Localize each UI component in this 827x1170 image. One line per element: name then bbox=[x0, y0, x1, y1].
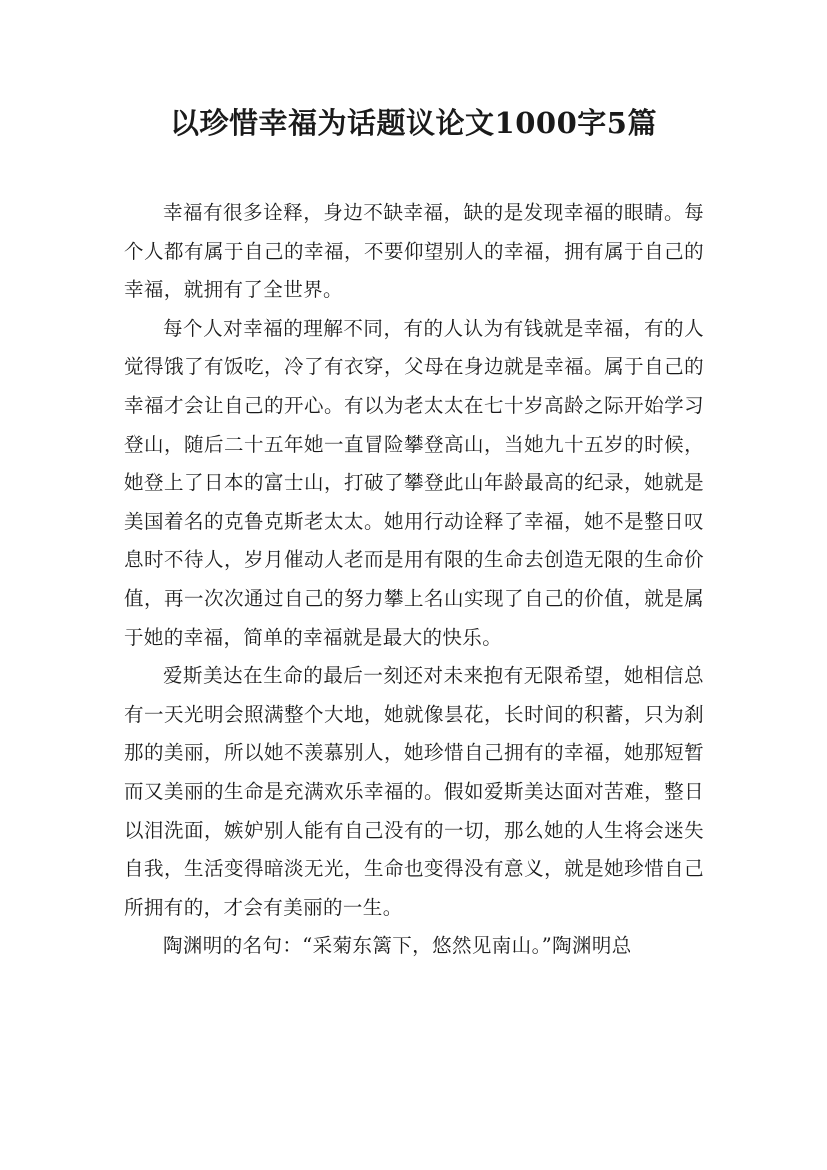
paragraph-2: 每个人对幸福的理解不同，有的人认为有钱就是幸福，有的人觉得饿了有饭吃，冷了有衣穿，父母在身边就是幸福。属于自己的幸福才会让自己的开心。有以为老太太在七十岁高龄之际开始学习登山，随后二十五年她一直冒险攀登高山，当她九十五岁的时候，她登上了日本的富士山，打破了攀登此山年龄最高的纪录，她就是美国着名的克鲁克斯老太太。她用行动诠释了幸福，她不是整日叹息时不待人，岁月催动人老而是用有限的生命去创造无限的生命价值，再一次次通过自己的努力攀上名山实现了自己的价值，就是属于她的幸福，简单的幸福就是最大的快乐。 bbox=[124, 316, 704, 649]
paragraph-4: 陶渊明的名句：“采菊东篱下，悠然见南山。”陶渊明总 bbox=[163, 934, 632, 958]
document-body bbox=[124, 194, 704, 966]
paragraph-1: 幸福有很多诠释，身边不缺幸福，缺的是发现幸福的眼睛。每个人都有属于自己的幸福，不要仰望别人的幸福，拥有属于自己的幸福，就拥有了全世界。 bbox=[124, 201, 704, 302]
page-title: 以珍惜幸福为话题议论文1000字5篇 bbox=[170, 106, 657, 140]
paragraph-3: 爱斯美达在生命的最后一刻还对未来抱有无限希望，她相信总有一天光明会照满整个大地，她就像昙花，长时间的积蓄，只为刹那的美丽，所以她不羡慕别人，她珍惜自己拥有的幸福，她那短暂而又美丽的生命是充满欢乐幸福的。假如爱斯美达面对苦难，整日以泪洗面，嫉妒别人能有自己没有的一切，那么她的人生将会迷失自我，生活变得暗淡无光，生命也变得没有意义，就是她珍惜自己所拥有的，才会有美丽的一生。 bbox=[124, 664, 704, 919]
